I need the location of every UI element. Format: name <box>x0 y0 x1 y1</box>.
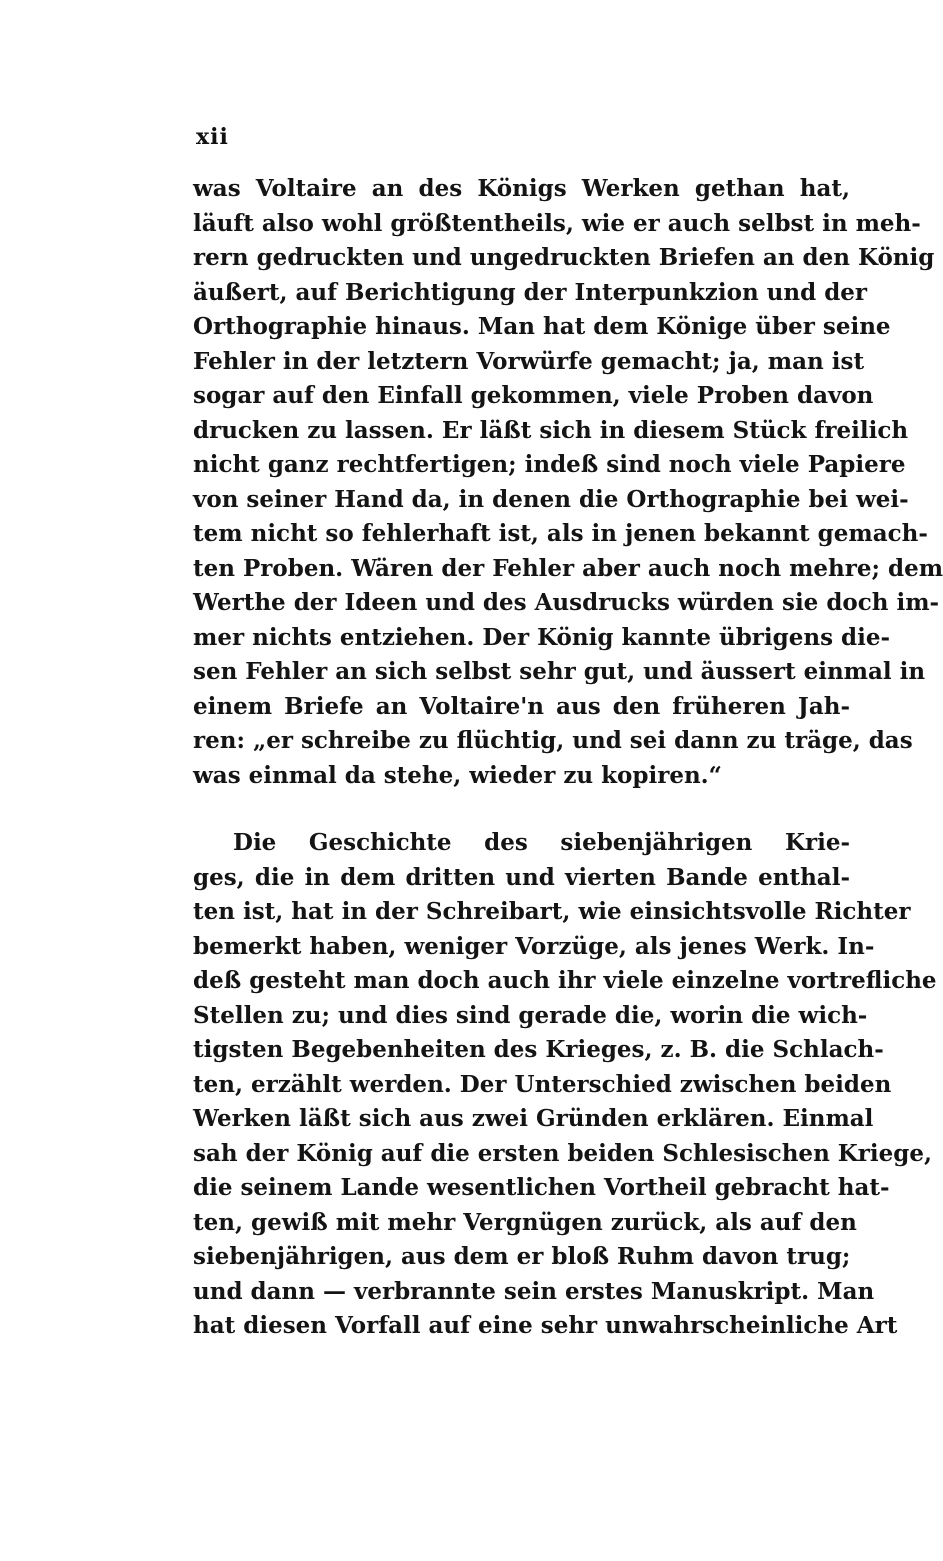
text-line: Fehler in der letztern Vorwürfe gemacht; ja, man ist <box>193 347 865 375</box>
text-line: ren: „er schreibe zu flüchtig, und sei dann zu träge, das <box>193 727 913 754</box>
text-line: was Voltaire an des Königs Werken gethan hat, <box>193 175 850 202</box>
text-line: die seinem Lande wesentlichen Vortheil gebracht hat- <box>193 1174 890 1201</box>
text-line: was einmal da stehe, wieder zu kopiren.“ <box>193 761 722 789</box>
text-line: und dann — verbrannte sein erstes Manuskript. Man <box>193 1277 875 1305</box>
text-line: nicht ganz rechtfertigen; indeß sind noch viele Papiere <box>193 451 906 478</box>
text-line: Orthographie hinaus. Man hat dem Könige über seine <box>193 313 891 340</box>
text-line: sah der König auf die ersten beiden Schlesischen Kriege, <box>193 1139 932 1167</box>
text-line: Stellen zu; und dies sind gerade die, worin die wich- <box>193 1001 868 1029</box>
text-line: Werthe der Ideen und des Ausdrucks würden sie doch im- <box>193 589 940 616</box>
text-line: sen Fehler an sich selbst sehr gut, und äussert einmal in <box>193 658 926 685</box>
text-line: ten, erzählt werden. Der Unterschied zwischen beiden <box>193 1070 892 1098</box>
text-line: Werken läßt sich aus zwei Gründen erklären. Einmal <box>193 1105 874 1132</box>
text-line: tem nicht so fehlerhaft ist, als in jenen bekannt gemach- <box>193 520 928 547</box>
text-line: ges, die in dem dritten und vierten Bande enthal- <box>193 863 850 891</box>
paragraph-2 <box>193 826 937 1344</box>
text-line: von seiner Hand da, in denen die Orthographie bei wei- <box>193 485 909 513</box>
text-line: siebenjährigen, aus dem er bloß Ruhm davon trug; <box>193 1243 851 1270</box>
text-line: ten, gewiß mit mehr Vergnügen zurück, als auf den <box>193 1208 857 1236</box>
text-line: sogar auf den Einfall gekommen, viele Proben davon <box>193 382 874 409</box>
text-line: mer nichts entziehen. Der König kannte übrigens die- <box>193 623 891 651</box>
page-number: xii <box>196 124 229 150</box>
text-line: tigsten Begebenheiten des Krieges, z. B. die Schlach- <box>193 1036 884 1063</box>
text-line: bemerkt haben, weniger Vorzüge, als jenes Werk. In- <box>193 932 875 960</box>
text-line: hat diesen Vorfall auf eine sehr unwahrscheinliche Art <box>193 1312 898 1339</box>
text-line: läuft also wohl größtentheils, wie er auch selbst in meh- <box>193 209 921 237</box>
text-line: Die Geschichte des siebenjährigen Krie- <box>233 829 850 856</box>
text-line: ten ist, hat in der Schreibart, wie einsichtsvolle Richter <box>193 898 911 925</box>
text-line: äußert, auf Berichtigung der Interpunkzion und der <box>193 278 868 306</box>
paragraph-1 <box>193 172 943 793</box>
text-line: deß gesteht man doch auch ihr viele einzelne vortrefliche <box>193 967 937 994</box>
text-line: drucken zu lassen. Er läßt sich in diesem Stück freilich <box>193 416 909 444</box>
text-line: ten Proben. Wären der Fehler aber auch noch mehre; dem <box>193 554 943 582</box>
text-line: einem Briefe an Voltaire'n aus den früheren Jah- <box>193 692 850 720</box>
text-line: rern gedruckten und ungedruckten Briefen an den König <box>193 244 935 271</box>
